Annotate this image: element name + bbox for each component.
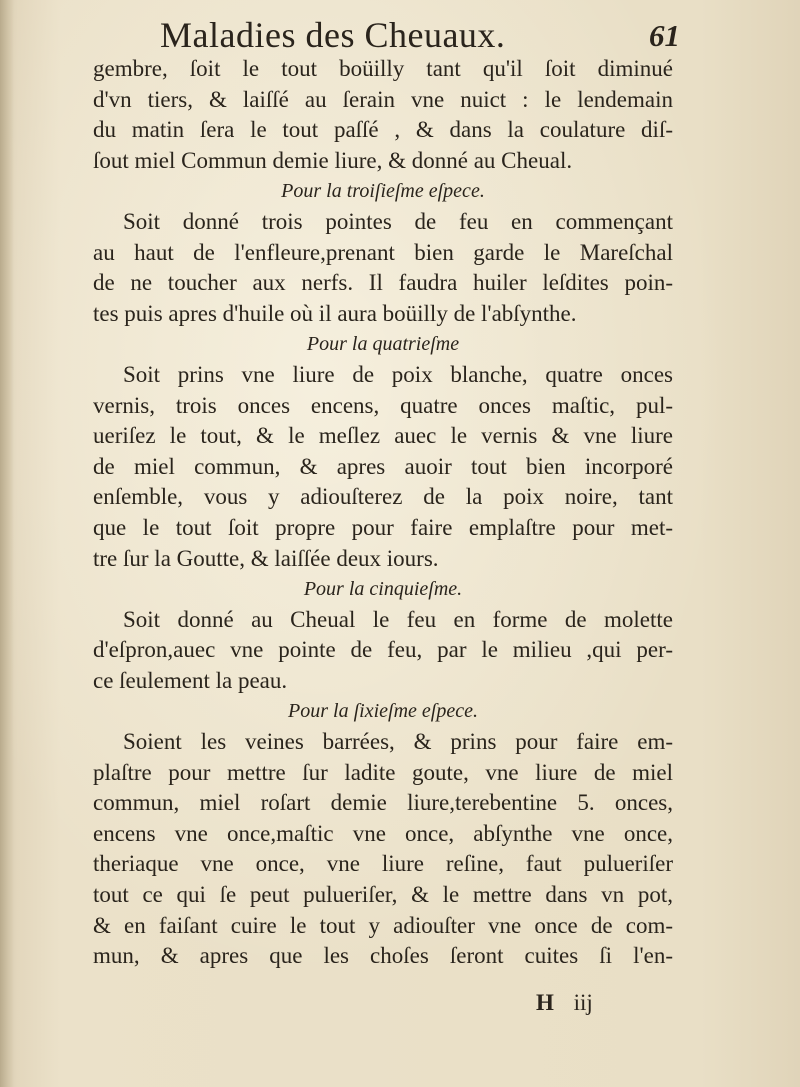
text-line: ueriſez le tout, & le meſlez auec le vernis & vne liure — [93, 423, 673, 449]
text-line: gembre, ſoit le tout boüilly tant qu'il ſoit diminué — [93, 56, 673, 81]
section-heading: Pour la ſixieſme eſpece. — [288, 700, 478, 723]
text-line: de ne toucher aux nerfs. Il faudra huiler leſdites poin- — [93, 270, 673, 296]
text-line: plaſtre pour mettre ſur ladite goute, vne liure de miel — [93, 759, 673, 785]
signature-mark — [536, 990, 593, 1016]
text-line: que le tout ſoit propre pour faire emplaſtre pour met- — [93, 514, 673, 540]
text-block — [93, 54, 673, 972]
text-line: ſout miel Commun demie liure, & donné au Cheual. — [93, 147, 573, 173]
section-heading: Pour la quatrieſme — [306, 333, 460, 356]
text-line: de miel commun, & apres auoir tout bien incorporé — [93, 453, 673, 479]
section-heading: Pour la cinquieſme. — [303, 578, 463, 601]
signature-letter: H — [536, 990, 554, 1015]
text-line: d'vn tiers, & laiſſé au ſerain vne nuict : le lendemain — [93, 86, 673, 112]
text-line: Soit prins vne liure de poix blanche, quatre onces — [123, 361, 673, 387]
section-heading: Pour la troiſieſme eſpece. — [281, 180, 485, 203]
text-line: mun, & apres que les choſes ſeront cuites ſi l'en- — [93, 943, 673, 969]
text-line: tout ce qui ſe peut pulueriſer, & le mettre dans vn pot, — [93, 882, 673, 908]
text-line: d'eſpron,auec vne pointe de feu, par le milieu ,qui per- — [93, 637, 673, 663]
running-title: Maladies des Cheuaux. — [160, 15, 506, 55]
text-line: ce ſeulement la peau. — [93, 667, 288, 693]
text-line: enſemble, vous y adiouſterez de la poix noire, tant — [93, 484, 673, 510]
page-gutter-shadow — [0, 0, 14, 1087]
text-line: tre ſur la Goutte, & laiſſée deux iours. — [93, 545, 439, 571]
page-number: 61 — [649, 18, 680, 53]
text-line: tes puis apres d'huile où il aura boüilly de l'abſynthe. — [93, 300, 577, 326]
text-line: & en faiſant cuire le tout y adiouſter vne once de com- — [93, 912, 673, 938]
text-line: Soit donné trois pointes de feu en commençant — [123, 208, 673, 234]
text-line: vernis, trois onces encens, quatre onces maſtic, pul- — [93, 392, 673, 418]
text-line: au haut de l'enfleure,prenant bien garde le Mareſchal — [93, 239, 673, 265]
signature-numeral: iij — [573, 990, 593, 1015]
text-line: commun, miel roſart demie liure,terebentine 5. onces, — [93, 790, 673, 816]
text-line: du matin ſera le tout paſſé , & dans la coulature diſ- — [93, 117, 673, 143]
text-line: Soit donné au Cheual le feu en forme de molette — [123, 606, 673, 632]
text-line: Soient les veines barrées, & prins pour faire em- — [123, 729, 673, 755]
text-line: theriaque vne once, vne liure reſine, faut pulueriſer — [93, 851, 673, 877]
text-line: encens vne once,maſtic vne once, abſynthe vne once, — [93, 820, 673, 846]
